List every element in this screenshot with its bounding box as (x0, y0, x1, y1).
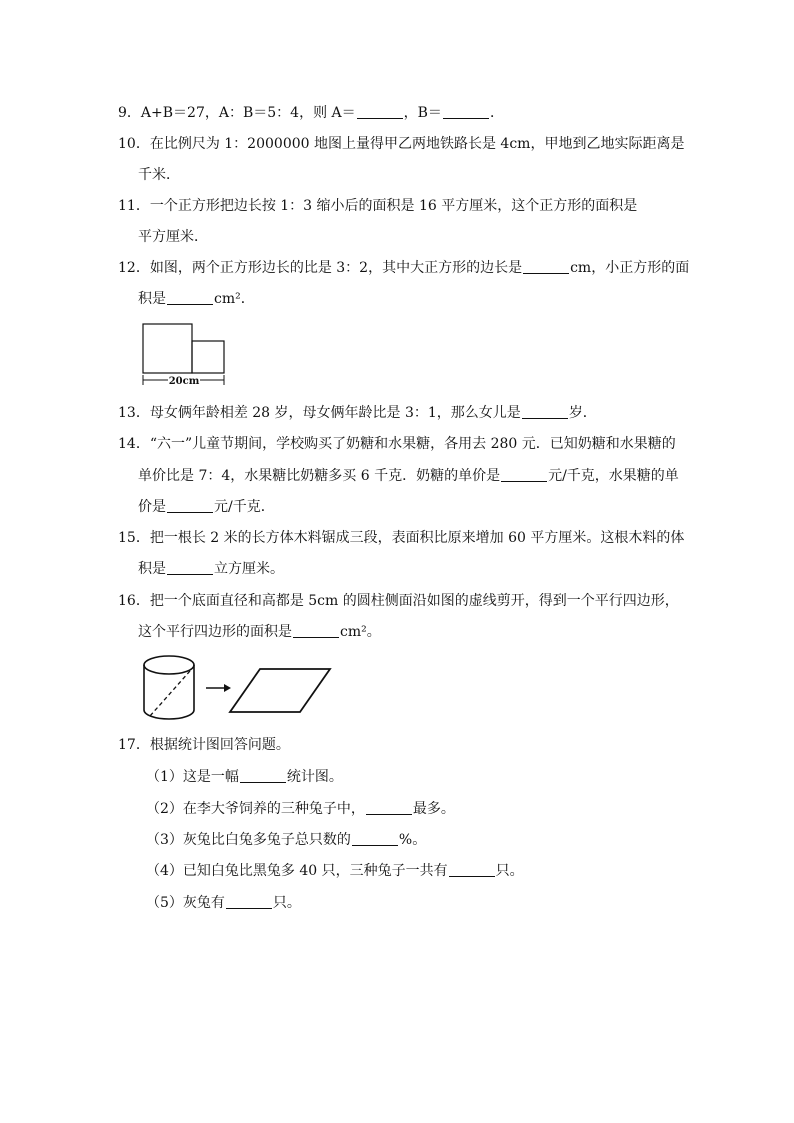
answer-blank[interactable] (501, 467, 547, 482)
sub-question-5 (146, 893, 301, 913)
question-text: 把一根长 2 米的长方体木料锯成三段，表面积比原来增加 60 平方厘米。这根木料的体 (149, 530, 685, 546)
question-text: “六一”儿童节期间，学校购买了奶糖和水果糖，各用去 280 元．已知奶糖和水果糖的 (149, 436, 676, 452)
question-text: A+B＝27，A：B＝5：4，则 A＝ (140, 105, 356, 121)
answer-blank[interactable] (293, 623, 339, 638)
question-text: 元/千克，水果糖的单 (548, 468, 679, 484)
question-text: 如图，两个正方形边长的比是 3：2，其中大正方形的边长是 (149, 260, 523, 276)
question-16 (118, 591, 679, 611)
sub-question-1 (146, 767, 343, 787)
answer-blank[interactable] (226, 894, 272, 909)
answer-blank[interactable] (357, 104, 403, 119)
question-text: 千米． (138, 167, 180, 183)
question-number: 12． (118, 260, 150, 276)
question-text: 根据统计图回答问题。 (149, 737, 290, 753)
answer-blank[interactable] (443, 104, 489, 119)
question-number: 9． (118, 105, 141, 121)
question-text: （1）这是一幅 (146, 769, 239, 785)
question-text: 母女俩年龄相差 28 岁，母女俩年龄比是 3：1，那么女儿是 (149, 405, 521, 421)
question-number: 13． (118, 405, 150, 421)
question-number: 11． (118, 198, 150, 214)
answer-blank[interactable] (240, 768, 286, 783)
question-text: 元/千克． (214, 499, 275, 515)
large-square (143, 324, 192, 373)
question-text: cm²． (214, 291, 255, 307)
question-text: 一个正方形把边长按 1：3 缩小后的面积是 16 平方厘米，这个正方形的面积是 (149, 198, 638, 214)
squares-figure (138, 318, 234, 390)
question-text: 这个平行四边形的面积是 (138, 624, 292, 640)
question-17 (118, 735, 290, 755)
question-text: （3）灰兔比白兔多兔子总只数的 (146, 832, 351, 848)
sub-question-2 (146, 799, 455, 819)
question-number: 17． (118, 737, 150, 753)
answer-blank[interactable] (449, 862, 495, 877)
arrow-icon (224, 684, 231, 692)
answer-blank[interactable] (352, 831, 398, 846)
cut-line (150, 671, 190, 716)
dimension-label: 20cm (168, 376, 200, 387)
answer-blank[interactable] (523, 259, 569, 274)
question-text: 在比例尺为 1：2000000 地图上量得甲乙两地铁路长是 4cm，甲地到乙地实际距离是 (149, 136, 685, 152)
question-text: 价是 (138, 499, 166, 515)
question-14-line-2 (138, 466, 679, 486)
question-text: 只。 (495, 863, 524, 879)
question-number: 15． (118, 530, 150, 546)
question-text: ，B＝ (403, 105, 442, 121)
question-text: 立方厘米。 (214, 561, 284, 577)
question-text: 把一个底面直径和高都是 5cm 的圆柱侧面沿如图的虚线剪开，得到一个平行四边形， (149, 593, 679, 609)
sub-question-3 (146, 830, 426, 850)
question-text: 岁． (568, 405, 597, 421)
small-square (192, 341, 224, 373)
question-text: cm²。 (340, 624, 381, 640)
answer-blank[interactable] (366, 800, 412, 815)
question-text: 积是 (138, 561, 166, 577)
answer-blank[interactable] (167, 560, 213, 575)
question-text: （2）在李大爷饲养的三种兔子中， (146, 801, 365, 817)
question-number: 16． (118, 593, 150, 609)
question-12-line-2 (138, 289, 255, 309)
question-text: 最多。 (412, 801, 455, 817)
question-12 (118, 258, 689, 278)
answer-blank[interactable] (167, 290, 213, 305)
question-14-line-3 (138, 497, 275, 517)
question-14 (118, 434, 676, 454)
question-text: 积是 (138, 291, 166, 307)
question-text: （4）已知白兔比黑兔多 40 只，三种兔子一共有 (146, 863, 448, 879)
answer-blank[interactable] (167, 498, 213, 513)
question-11-line-2 (138, 227, 208, 247)
parallelogram (230, 669, 330, 712)
question-text: 只。 (272, 895, 301, 911)
cylinder-top (144, 656, 194, 674)
question-text: 单价比是 7：4，水果糖比奶糖多买 6 千克．奶糖的单价是 (138, 468, 501, 484)
question-text: 统计图。 (286, 769, 343, 785)
question-text: 平方厘米． (138, 229, 208, 245)
cylinder-figure (138, 652, 338, 724)
question-15 (118, 528, 684, 548)
question-16-line-2 (138, 622, 381, 642)
question-text: （5）灰兔有 (146, 895, 225, 911)
question-9 (118, 103, 504, 123)
question-text: cm，小正方形的面 (570, 260, 690, 276)
question-13 (118, 403, 597, 423)
question-number: 14． (118, 436, 150, 452)
sub-question-4 (146, 861, 524, 881)
question-11 (118, 196, 637, 216)
answer-blank[interactable] (522, 404, 568, 419)
question-15-line-2 (138, 559, 284, 579)
question-10-line-2 (138, 165, 180, 185)
question-text: ． (489, 105, 504, 121)
question-text: %。 (398, 832, 427, 848)
question-10 (118, 134, 684, 154)
question-number: 10． (118, 136, 150, 152)
